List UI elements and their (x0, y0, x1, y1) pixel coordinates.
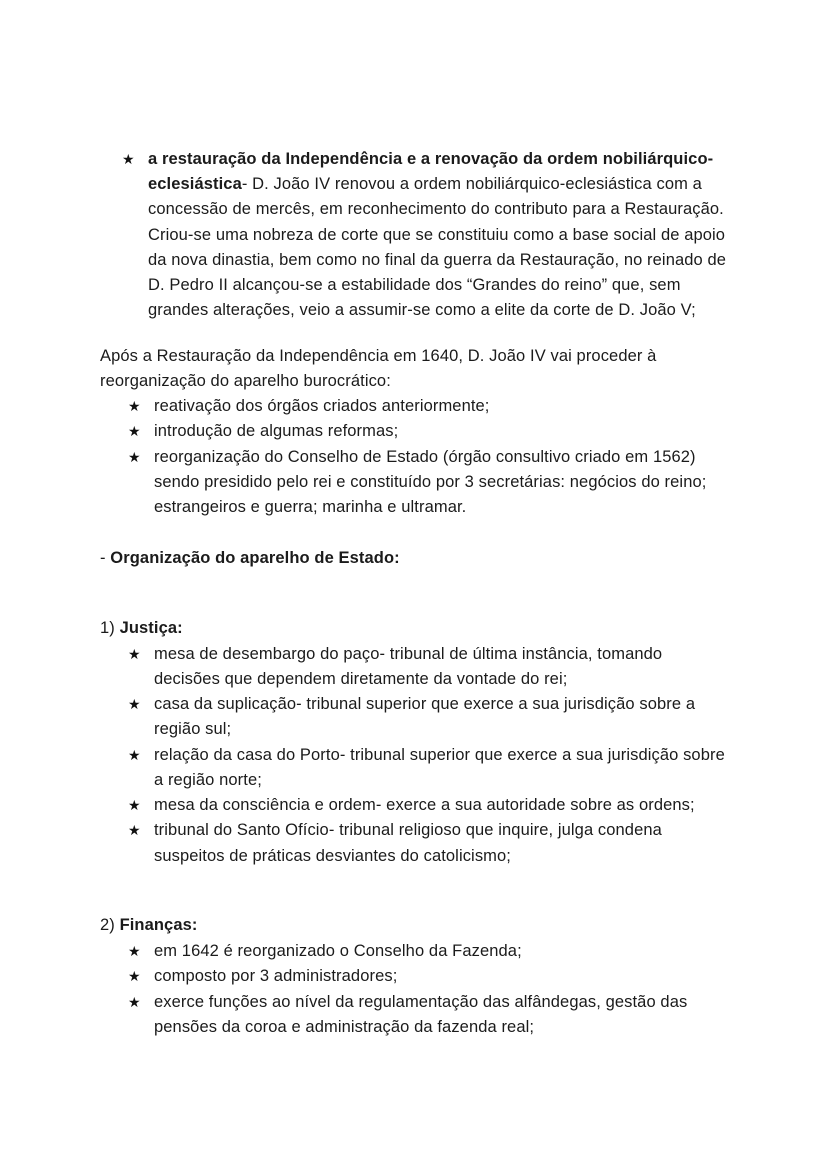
list-item (128, 939, 728, 964)
section-financas (100, 913, 728, 1040)
list-item (128, 394, 728, 419)
section-title (100, 913, 728, 938)
list-item (128, 964, 728, 989)
bullet-text: mesa de desembargo do paço- tribunal de última instância, tomando decisões que dependem diretamente da vontade do rei; (154, 644, 663, 688)
list-item (128, 990, 728, 1040)
list-item (128, 793, 728, 818)
paragraph-bullet-list (128, 394, 728, 520)
section-heading-prefix: - (100, 549, 111, 568)
star-bullet-icon: ★ (128, 797, 141, 814)
list-item (128, 743, 728, 793)
list-item (128, 692, 728, 742)
section-number: 1) (100, 618, 120, 637)
star-bullet-icon: ★ (128, 423, 141, 440)
list-item (128, 445, 728, 521)
star-bullet-icon: ★ (128, 398, 141, 415)
star-bullet-icon: ★ (128, 968, 141, 985)
bullet-text: reorganização do Conselho de Estado (órgão consultivo criado em 1562) sendo presidido pelo rei e constituído por 3 secretárias: negócios do reino; estrangeiros e guerra; marinha e ultramar. (154, 447, 707, 517)
bullet-text: mesa da consciência e ordem- exerce a sua autoridade sobre as ordens; (154, 796, 695, 815)
bullet-text: composto por 3 administradores; (154, 967, 398, 986)
list-item (128, 419, 728, 444)
bullet-text: tribunal do Santo Ofício- tribunal religioso que inquire, julga condena suspeitos de práticas desviantes do catolicismo; (154, 821, 662, 865)
list-item (128, 642, 728, 692)
section-justica (100, 616, 728, 869)
bullet-text: exerce funções ao nível da regulamentação das alfândegas, gestão das pensões da coroa e administração da fazenda real; (154, 992, 688, 1036)
bullet-text: relação da casa do Porto- tribunal superior que exerce a sua jurisdição sobre a região norte; (154, 745, 725, 789)
section-title (100, 616, 728, 641)
paragraph-block (100, 344, 728, 521)
star-bullet-icon: ★ (128, 448, 141, 465)
star-bullet-icon: ★ (128, 746, 141, 763)
bullet-text: em 1642 é reorganizado o Conselho da Fazenda; (154, 942, 522, 961)
bullet-text: introdução de algumas reformas; (154, 422, 399, 441)
section-title-suffix: : (177, 618, 183, 637)
star-bullet-icon: ★ (128, 993, 141, 1010)
section-number: 2) (100, 915, 120, 934)
star-bullet-icon: ★ (128, 645, 141, 662)
intro-bullet-text (148, 147, 728, 324)
section-title-bold: Finanças (119, 915, 192, 934)
star-bullet-icon: ★ (128, 696, 141, 713)
section-heading-bold: Organização do aparelho de Estado (110, 549, 395, 568)
section-title-bold: Justiça (119, 618, 178, 637)
star-bullet-icon: ★ (128, 943, 141, 960)
bullet-text: reativação dos órgãos criados anteriormente; (154, 397, 490, 416)
section-heading (100, 546, 728, 571)
intro-bullet-rest: - D. João IV renovou a ordem nobiliárquico-eclesiástica com a concessão de mercês, em reconhecimento do contributo para a Restauração. Criou-se uma nobreza de corte que se constituiu como a base social de apoio da nova dinastia, bem como no final da guerra da Restauração, no reinado de D. Pedro II alcançou-se a estabilidade dos “Grandes do reino” que, sem grandes alterações, veio a assumir-se como a elite da corte de D. João V; (148, 175, 727, 320)
justica-bullet-list (128, 642, 728, 869)
section-heading-suffix: : (394, 549, 400, 568)
star-bullet-icon: ★ (128, 822, 141, 839)
list-item (128, 818, 728, 868)
bullet-text: casa da suplicação- tribunal superior que exerce a sua jurisdição sobre a região sul; (154, 695, 696, 739)
intro-bullet-bold: a restauração da Independência e a renovação da ordem nobiliárquico-eclesiástica (148, 150, 714, 194)
financas-bullet-list (128, 939, 728, 1040)
document-content (100, 147, 728, 1040)
list-item-intro (122, 147, 728, 324)
paragraph-text: Após a Restauração da Independência em 1640, D. João IV vai proceder à reorganização do aparelho burocrático: (100, 346, 657, 390)
section-title-suffix: : (191, 915, 198, 934)
star-bullet-icon: ★ (122, 151, 135, 167)
